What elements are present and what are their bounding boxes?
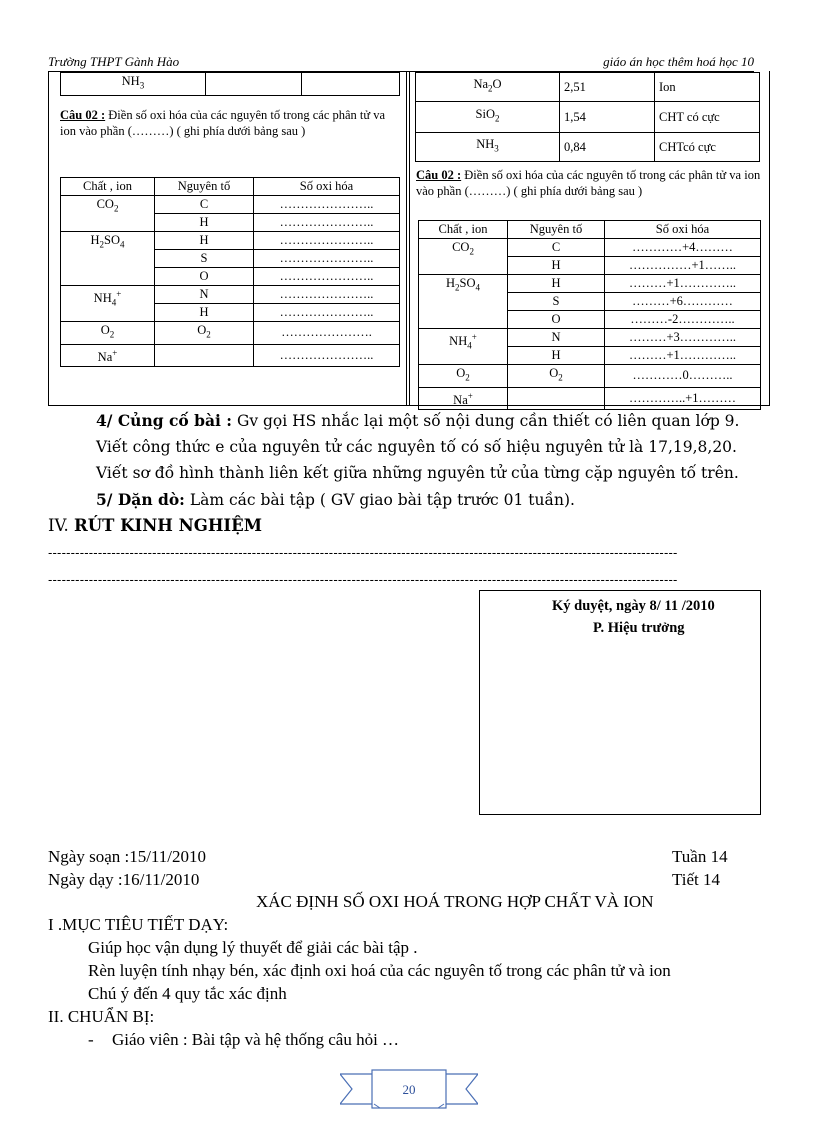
objectives-heading: I .MỤC TIÊU TIẾT DẠY: [48,915,229,934]
prep-bullet: - [88,1030,94,1049]
dash-line-1: ------------------------------------------------------------------------------------------------------------------------------------------- [48,545,678,560]
right-top-table: $Na_2O$ 2,51 Ion SiO$_2$ 1,54 CHT có cực $NH_3$ 0,84 CHTcó cực [415,72,760,162]
right-question: Câu 02 : Điền số oxi hóa của các nguyên tố trong các phân tử va ion vào phần (………) ( ghi phía dưới bảng sau ) [416,168,761,198]
answer-cell: ………+1………….. [605,275,761,293]
objective-1: Giúp học vận dụng lý thuyết để giải các bài tập . [88,938,418,957]
answer-cell: …………+4……… [605,239,761,257]
lesson-title: XÁC ĐỊNH SỐ OXI HOÁ TRONG HỢP CHẤT VÀ ION [256,892,654,911]
right-oxidation-table: Chất , ion Nguyên tố Số oxi hóa $CO_2$ C …………+4……… H ……………+1…….. $H_2SO_4$ H ………+1………….. S ………+6………… O ………-2………….. $NH_4^+$ N ………+3………….. H ………+1………….. $O_2$ $O_2$ …………0……….. Na+ …………..+1……… [418,220,761,410]
answer-cell: ………-2………….. [605,311,761,329]
objective-2: Rèn luyện tính nhạy bén, xác định oxi hoá của các nguyên tố trong các phân tử và ion [88,961,671,980]
taught-date: Ngày dạy :16/11/2010 [48,870,200,889]
left-question: Câu 02 : Điền số oxi hóa của các nguyên tố trong các phân tử va ion vào phần (………) ( ghi phía dưới bảng sau ) [60,108,386,138]
header-subject: giáo án học thêm hoá học 10 [603,54,754,69]
prepared-date: Ngày soạn :15/11/2010 [48,847,207,866]
page-number: 20 [402,1082,416,1097]
answer-cell: ………+6………… [605,293,761,311]
week-number: Tuần 14 [672,847,728,866]
prep-heading: II. CHUẨN BỊ: [48,1007,155,1026]
consolidation-line-3: Viết sơ đồ hình thành liên kết giữa những nguyên tử của từng cặp nguyên tố trên. [96,464,739,482]
answer-cell: ………+3………….. [605,329,761,347]
prep-item: Giáo viên : Bài tập và hệ thống câu hỏi … [112,1030,400,1049]
answer-cell: ………+1………….. [605,347,761,365]
answer-cell: …………0……….. [605,365,761,388]
answer-cell: …………..+1……… [605,387,761,409]
period-number: Tiết 14 [672,870,721,889]
consolidation-line-2: Viết công thức e của nguyên tử các nguyên tố có số hiệu nguyên tử là 17,19,8,20. [96,438,737,456]
dash-line-2: ------------------------------------------------------------------------------------------------------------------------------------------- [48,572,678,587]
panel-divider [406,71,410,405]
answer-cell: ……………+1…….. [605,257,761,275]
header-school: Trường THPT Gành Hào [48,54,180,69]
consolidation-line-1: 4/ Củng cố bài : Gv gọi HS nhắc lại một số nội dung cần thiết có liên quan lớp 9. [96,411,740,430]
approval-box [479,590,761,815]
left-top-table: $NH_3$ [60,72,400,96]
approval-date: Ký duyệt, ngày 8/ 11 /2010 [552,598,715,614]
section-iv-heading: IV. RÚT KINH NGHIỆM [48,516,262,535]
objective-3: Chú ý đến 4 quy tắc xác định [88,984,287,1003]
homework-line: 5/ Dặn dò: Làm các bài tập ( GV giao bài tập trước 01 tuần). [96,490,575,509]
left-oxidation-table: Chất , ion Nguyên tố Số oxi hóa $CO_2$ C ………………….. H ………………….. $H_2SO_4$ H ………………….. S ………………….. O ………………….. $NH_4^+$ N ………………….. H ………………….. $O_2$ $O_2$ …………………. Na+ ………………….. [60,177,400,367]
approval-signer: P. Hiệu trưởng [593,620,685,636]
